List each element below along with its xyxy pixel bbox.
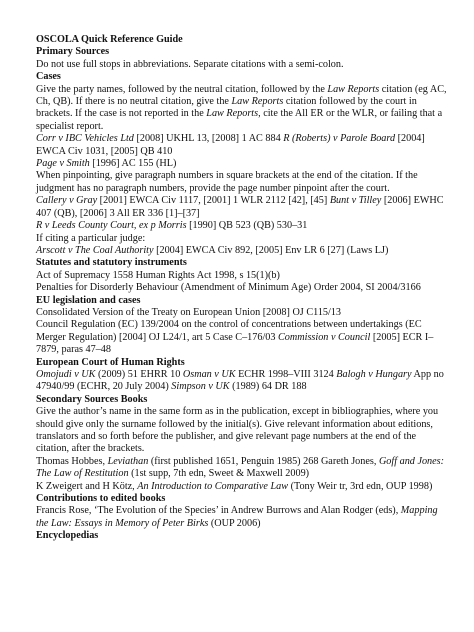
contribution-example: Francis Rose, ‘The Evolution of the Species’ in Andrew Burrows and Alan Rodger (eds), Mapping the Law: Essays in Memory of Peter Birks (OUP 2006) — [36, 505, 438, 529]
page-title: OSCOLA Quick Reference Guide — [36, 34, 183, 45]
heading-echr: European Court of Human Rights — [36, 356, 185, 368]
heading-books: Secondary Sources Books — [36, 393, 148, 405]
cases-intro: Give the party names, followed by the neutral citation, followed by the Law Reports citation (eg AC, Ch, QB). If there is no neutral citation, give the Law Reports citation followed by the court in brackets. If the case is not reported in the Law Reports, cite the All ER or the WLR, or failing that a specialist report. — [36, 83, 447, 132]
heading-cases: Cases — [36, 71, 61, 83]
eu-example-2: Council Regulation (EC) 139/2004 on the control of concentrations between undertakings (EC Merger Regulation) [2004] OJ L24/1, art 5 Case C–176/03 Commission v Council [2005] ECR I–7879, paras 47–48 — [36, 319, 434, 356]
heading-contributions: Contributions to edited books — [36, 493, 166, 505]
judge-text: If citing a particular judge: — [36, 232, 146, 244]
echr-examples: Omojudi v UK (2009) 51 EHRR 10 Osman v UK ECHR 1998–VIII 3124 Balogh v Hungary App no 47940/99 (ECHR, 20 July 2004) Simpson v UK (1989) 64 DR 188 — [36, 368, 444, 393]
case-example-callery: Callery v Gray [2001] EWCA Civ 1117, [2001] 1 WLR 2112 [42], [45] Bunt v Tilley [2006] EWHC 407 (QB), [2006] 3 All ER 336 [1]–[37] — [36, 195, 444, 219]
eu-example-1: Consolidated Version of the Treaty on European Union [2008] OJ C115/13 — [36, 306, 342, 318]
primary-sources-text: Do not use full stops in abbreviations. Separate citations with a semi-colon. — [36, 58, 344, 70]
heading-primary-sources: Primary Sources — [36, 46, 110, 58]
statute-example-1: Act of Supremacy 1558 Human Rights Act 1998, s 15(1)(b) — [36, 269, 280, 281]
heading-encyclopedias: Encyclopedias — [36, 530, 99, 542]
heading-eu: EU legislation and cases — [36, 294, 141, 306]
case-example-corr: Corr v IBC Vehicles Ltd [2008] UKHL 13, [2008] 1 AC 884 R (Roberts) v Parole Board [2004] EWCA Civ 1031, [2005] QB 410 — [36, 133, 425, 157]
case-example-page: Page v Smith [1996] AC 155 (HL) — [36, 158, 177, 170]
case-example-leeds: R v Leeds County Court, ex p Morris [1990] QB 523 (QB) 530–31 — [36, 220, 308, 232]
pinpoint-text: When pinpointing, give paragraph numbers in square brackets at the end of the citation. If the judgment has no paragraph numbers, provide the page number pinpoint after the court. — [36, 170, 418, 194]
heading-statutes: Statutes and statutory instruments — [36, 257, 187, 269]
book-example-2: K Zweigert and H Kötz, An Introduction to Comparative Law (Tony Weir tr, 3rd edn, OUP 1998) — [36, 480, 433, 492]
case-example-arscott: Arscott v The Coal Authority [2004] EWCA Civ 892, [2005] Env LR 6 [27] (Laws LJ) — [36, 244, 389, 256]
document-page — [36, 34, 448, 543]
book-example-1: Thomas Hobbes, Leviathan (first published 1651, Penguin 1985) 268 Gareth Jones, Goff and Jones: The Law of Restitution (1st supp, 7th edn, Sweet & Maxwell 2009) — [36, 455, 445, 480]
books-text: Give the author’s name in the same form as in the publication, except in bibliographies, where you should give only the surname followed by the initial(s). Give relevant information about editions, translators and so forth before the publisher, and give relevant page numbers at the end of the citation, after the brackets. — [36, 406, 439, 455]
statute-example-2: Penalties for Disorderly Behaviour (Amendment of Minimum Age) Order 2004, SI 2004/3166 — [36, 282, 421, 294]
